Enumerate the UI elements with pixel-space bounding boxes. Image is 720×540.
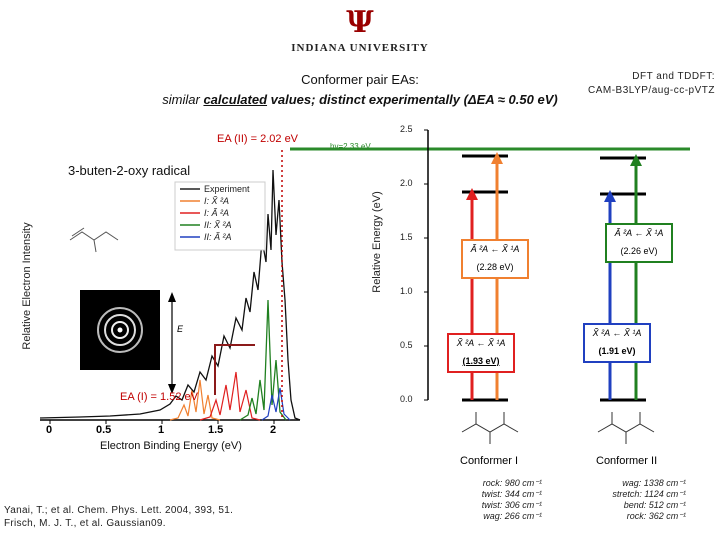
spectrum-sim-green — [240, 300, 286, 420]
c1-vib-3: twist: 306 cm⁻¹ — [481, 500, 542, 510]
c1-lower-transition: X̃ ²A ← X̃ ¹A — [456, 338, 506, 348]
c1-vib-1: rock: 980 cm⁻¹ — [482, 478, 542, 488]
c1-vib-2: twist: 344 cm⁻¹ — [481, 489, 542, 499]
c1-vib-4: wag: 266 cm⁻¹ — [483, 511, 542, 521]
c2-vib-4: rock: 362 cm⁻¹ — [626, 511, 686, 521]
method-line-2: CAM-B3LYP/aug-cc-pVTZ — [587, 85, 715, 96]
y-tick-2-0: 2.0 — [400, 178, 413, 188]
conformer1-label: Conformer I — [460, 455, 519, 467]
title-line-2-a: similar — [162, 92, 204, 107]
ea2-label: EA (II) = 2.02 eV — [217, 133, 299, 145]
c2-lower-value: (1.91 eV) — [598, 346, 636, 356]
c2-upper-transition: Ã ²A ← X̃ ¹A — [614, 228, 664, 238]
university-name: INDIANA UNIVERSITY — [291, 42, 429, 54]
x-tick-1: 1 — [158, 424, 165, 436]
conformer1-structure — [462, 412, 518, 444]
c1-upper-transition: Ã ²A ← X̃ ¹A — [470, 244, 520, 254]
c2-vib-1: wag: 1338 cm⁻¹ — [622, 478, 686, 488]
y-tick-0-0: 0.0 — [400, 394, 413, 404]
title-line-2-c: values; distinct experimentally (ΔEA ≈ 0.50 eV) — [267, 92, 558, 107]
spectrum-y-label: Relative Electron Intensity — [21, 222, 33, 350]
e-arrow-label: E — [177, 324, 184, 334]
spectrum-sim-blue — [262, 388, 290, 420]
reference-2: Frisch, M. J. T., et al. Gaussian09. — [4, 518, 166, 529]
iu-logo: Ψ — [346, 5, 374, 40]
c1-upper-value: (2.28 eV) — [476, 262, 514, 272]
y-tick-0-5: 0.5 — [400, 340, 413, 350]
method-line-1: DFT and TDDFT: — [632, 71, 715, 82]
conformer2-levels — [600, 158, 646, 400]
conformer2-label: Conformer II — [596, 455, 658, 467]
hv-label: hv=2.33 eV — [330, 142, 371, 151]
title-line-2-b: calculated — [203, 92, 268, 107]
conformer2-structure — [598, 412, 654, 444]
legend-i-x: I: X̃ ²A — [204, 196, 230, 206]
levels-y-label: Relative Energy (eV) — [371, 191, 383, 293]
c1-lower-value: (1.93 eV) — [462, 356, 500, 366]
c2-lower-transition: X̃ ²A ← X̃ ¹A — [592, 328, 642, 338]
spectrum-x-label: Electron Binding Energy (eV) — [100, 440, 242, 452]
c2-green-arrow-head — [630, 154, 642, 166]
ea1-label: EA (I) = 1.52 eV — [120, 391, 198, 403]
y-tick-1-0: 1.0 — [400, 286, 413, 296]
c2-vib-2: stretch: 1124 cm⁻¹ — [612, 489, 686, 499]
legend-i-a: I: Ã ²A — [204, 208, 230, 218]
legend-ii-a: II: Ã ²A — [204, 232, 232, 242]
c2-blue-arrow-head — [604, 190, 616, 202]
x-tick-0: 0 — [46, 424, 53, 436]
legend-ii-x: II: X̃ ²A — [204, 220, 232, 230]
references — [4, 504, 233, 530]
c2-upper-value: (2.26 eV) — [620, 246, 658, 256]
spectrum-sim-red — [200, 372, 260, 420]
c1-red-arrow-head — [466, 188, 478, 200]
y-tick-2-5: 2.5 — [400, 124, 413, 134]
c2-vib-3: bend: 512 cm⁻¹ — [623, 500, 686, 510]
conformer2-vibrations — [580, 478, 686, 522]
legend-experiment: Experiment — [204, 184, 250, 194]
e-arrow-head-top — [168, 292, 176, 302]
ring-center — [118, 328, 123, 333]
x-tick-2: 2 — [270, 424, 277, 436]
c1-orange-arrow-head — [491, 152, 503, 164]
y-tick-1-5: 1.5 — [400, 232, 413, 242]
title-line-1: Conformer pair EAs: — [301, 72, 419, 87]
x-tick-1-5: 1.5 — [208, 424, 224, 436]
conformer1-vibrations — [440, 478, 542, 522]
x-tick-0-5: 0.5 — [96, 424, 112, 436]
radical-molecule-sketch — [70, 228, 118, 252]
radical-name: 3-buten-2-oxy radical — [68, 163, 191, 178]
reference-1: Yanai, T.; et al. Chem. Phys. Lett. 2004, 393, 51. — [4, 505, 234, 516]
